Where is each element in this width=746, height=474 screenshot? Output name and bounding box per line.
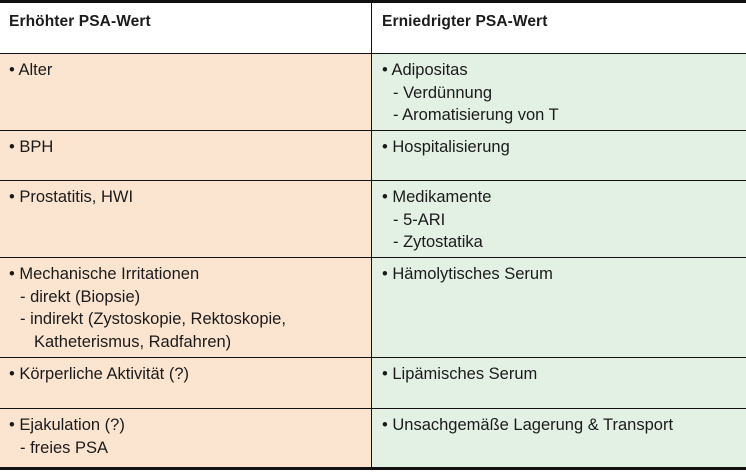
cell-text: • Hämolytisches Serum bbox=[382, 265, 553, 283]
cell-elevated-row-5 bbox=[0, 358, 371, 408]
cell-reduced-row-5 bbox=[372, 358, 746, 408]
cell-text: • Ejakulation (?) bbox=[9, 416, 125, 434]
cell-subitem: - Aromatisierung von T bbox=[393, 106, 559, 124]
cell-subitem-continuation: Katheterismus, Radfahren) bbox=[34, 332, 232, 351]
cell-reduced-row-1 bbox=[372, 54, 746, 130]
cell-subitem: - freies PSA bbox=[20, 438, 109, 457]
cell-text: • Medikamente bbox=[382, 188, 492, 206]
cell-text: • BPH bbox=[9, 138, 54, 156]
cell-reduced-row-6 bbox=[372, 409, 746, 467]
cell-elevated-row-1 bbox=[0, 54, 371, 130]
cell-elevated-row-3 bbox=[0, 181, 371, 257]
header-reduced-psa: Erniedrigter PSA-Wert bbox=[372, 3, 746, 53]
cell-subitem: - indirekt (Zystoskopie, Rektoskopie, bbox=[20, 310, 286, 328]
cell-elevated-row-6 bbox=[0, 409, 371, 467]
cell-text: • Lipämisches Serum bbox=[382, 365, 538, 383]
cell-text: • Mechanische Irritationen bbox=[9, 265, 200, 283]
cell-text: • Hospitalisierung bbox=[382, 138, 510, 156]
cell-elevated-row-2 bbox=[0, 131, 371, 180]
cell-text: • Alter bbox=[9, 61, 53, 79]
cell-reduced-row-2 bbox=[372, 131, 746, 180]
cell-subitem: - 5-ARI bbox=[393, 210, 446, 229]
cell-text: • Adipositas bbox=[382, 61, 468, 79]
cell-text: • Körperliche Aktivität (?) bbox=[9, 365, 190, 383]
cell-reduced-row-3 bbox=[372, 181, 746, 257]
cell-text: • Prostatitis, HWI bbox=[9, 188, 134, 206]
cell-subitem: - Verdünnung bbox=[393, 83, 493, 102]
cell-reduced-row-4 bbox=[372, 258, 746, 357]
cell-subitem: - Zytostatika bbox=[393, 233, 483, 251]
header-elevated-psa: Erhöhter PSA-Wert bbox=[0, 3, 371, 53]
cell-elevated-row-4 bbox=[0, 258, 371, 357]
cell-subitem: - direkt (Biopsie) bbox=[20, 287, 141, 306]
cell-text: • Unsachgemäße Lagerung & Transport bbox=[382, 416, 674, 434]
